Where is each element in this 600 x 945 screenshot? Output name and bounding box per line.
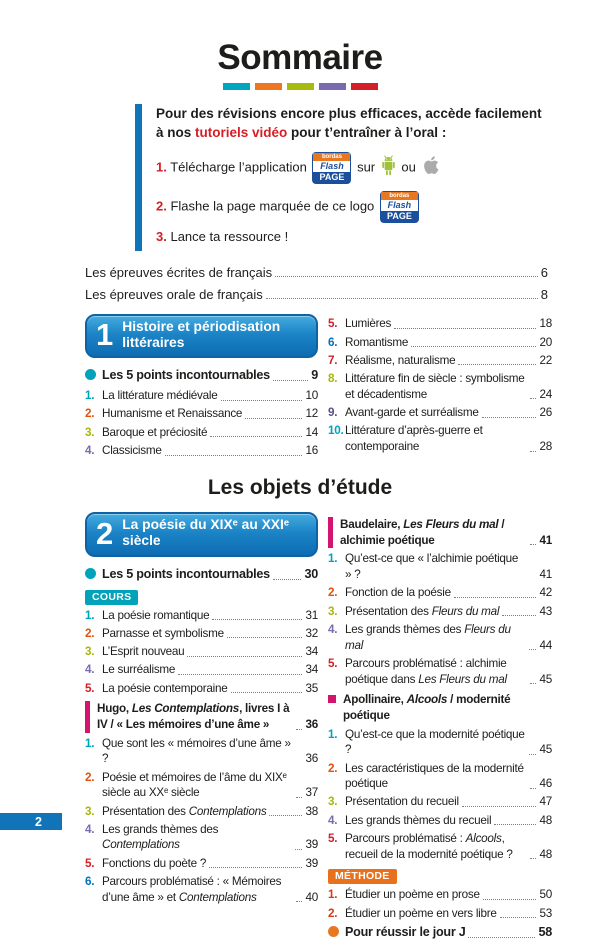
toc-entry <box>85 681 318 697</box>
toc-entry <box>85 608 318 624</box>
toc-entry <box>328 604 552 620</box>
toc-entry-heading <box>328 692 552 723</box>
toc-entry-page: 14 <box>305 425 318 439</box>
section-title: Histoire et périodisation littéraires <box>122 318 281 350</box>
section-number: 1 <box>96 317 114 353</box>
toc-entry <box>85 874 318 905</box>
dot-leader <box>221 400 303 401</box>
step-text: ou <box>401 159 416 175</box>
toc-entry-label: Présentation du recueil <box>345 795 459 809</box>
toc-entry <box>85 662 318 678</box>
toc-entry-number: 10. <box>328 424 344 438</box>
category-label <box>85 587 318 605</box>
section-title: La poésie du XIXᵉ au XXIᵉ siècle <box>122 517 290 549</box>
toc-entry-label: Les épreuves écrites de français <box>85 264 273 280</box>
bullet-dot-icon <box>328 926 339 937</box>
toc-entry-page: 36 <box>305 717 318 731</box>
toc-entry-page: 40 <box>305 890 318 904</box>
toc-entry <box>328 353 552 369</box>
sommaire-page <box>0 38 600 940</box>
toc-entry <box>328 316 552 332</box>
toc-entry-label: Les épreuves orale de français <box>85 286 263 302</box>
step-text: sur <box>357 159 376 175</box>
bullet-dot-icon <box>85 369 96 380</box>
toc-entry-number: 4. <box>85 443 95 457</box>
dot-leader <box>273 579 302 580</box>
dot-leader <box>178 674 302 675</box>
toc-entry-page: 41 <box>539 533 552 547</box>
toc-entry-number: 1. <box>85 389 95 403</box>
section-2-left-column <box>85 512 318 945</box>
toc-entry-heading <box>85 701 318 732</box>
toc-entry-label: Pour réussir le jour J <box>345 925 466 940</box>
toc-entry-page: 39 <box>305 838 318 852</box>
toc-entry-number: 1. <box>328 727 338 741</box>
intro-step-3 <box>156 229 542 246</box>
step-number: 3. <box>156 228 167 244</box>
toc-entry-number: 8. <box>328 372 338 386</box>
toc-entry-label: Présentation des Fleurs du mal <box>345 604 500 618</box>
toc-entry-label: Que sont les « mémoires d’une âme » ? <box>102 736 291 766</box>
toc-entry-page: 50 <box>539 888 552 902</box>
toc-entry-label: Lumières <box>345 317 392 331</box>
toc-entry-page: 48 <box>539 847 552 861</box>
section-1 <box>85 314 552 461</box>
toc-entry-number: 6. <box>85 874 95 888</box>
toc-entry-label: Les caractéristiques de la modernité poétique <box>345 761 524 791</box>
toc-entry-page: 20 <box>539 335 552 349</box>
toc-entry-number: 5. <box>85 681 95 695</box>
toc-entry-number: 5. <box>328 831 338 845</box>
category-label <box>328 866 552 884</box>
toc-entry-label: Poésie et mémoires de l’âme du XIXᵉ siècle au XXᵉ siècle <box>102 770 287 800</box>
toc-entry <box>85 822 318 853</box>
toc-entry-page: 53 <box>539 906 552 920</box>
toc-entry <box>85 425 318 441</box>
toc-entry-page: 45 <box>539 672 552 686</box>
toc-entry <box>328 423 552 454</box>
dot-leader <box>530 398 536 399</box>
dot-leader <box>502 615 536 616</box>
android-icon <box>379 155 398 181</box>
dot-leader <box>187 656 302 657</box>
title-dash <box>287 83 314 90</box>
step-text: Lance ta ressource ! <box>170 228 289 244</box>
toc-entry-page: 46 <box>539 777 552 791</box>
toc-entry-number: 3. <box>85 425 95 439</box>
toc-entry-label: Réalisme, naturalisme <box>345 353 456 367</box>
toc-entry-number: 3. <box>328 795 338 809</box>
toc-entry-number: 9. <box>328 406 338 419</box>
toc-entry-label: Parnasse et symbolisme <box>102 626 224 640</box>
section-1-header <box>85 314 318 359</box>
title-dash <box>255 83 282 90</box>
toc-entry-number: 5. <box>328 656 338 670</box>
toc-entry-number: 2. <box>328 586 338 600</box>
toc-entry-page: 35 <box>305 681 318 695</box>
step-text: Flashe la page marquée de ce logo <box>170 198 375 214</box>
dot-leader <box>227 637 303 638</box>
toc-entry <box>85 644 318 660</box>
toc-entry-label: Les grands thèmes des Contemplations <box>102 822 219 852</box>
intro-step-2 <box>156 190 542 224</box>
toc-entry-label: La poésie romantique <box>102 608 210 622</box>
toc-entry-label: Présentation des Contemplations <box>102 804 267 818</box>
toc-entry-number: 3. <box>85 804 95 818</box>
toc-entry-page: 39 <box>305 856 318 870</box>
toc-entry-page: 58 <box>538 925 552 940</box>
toc-entry <box>85 804 318 820</box>
toc-entry-label: Littérature d’après-guerre et contemporaine <box>345 424 483 453</box>
toc-entry-label: Parcours problématisé : « Mémoires d’une âme » et Contemplations <box>102 874 282 904</box>
toc-entry-label: La littérature médiévale <box>102 389 218 403</box>
toc-entry <box>85 265 548 280</box>
toc-entry-page: 34 <box>305 645 318 659</box>
dot-leader <box>165 455 303 456</box>
heading-marker <box>328 517 333 548</box>
dot-leader <box>468 937 535 938</box>
dot-leader <box>530 858 536 859</box>
toc-entry-number: 2. <box>85 407 95 421</box>
toc-entry-label: Les 5 points incontournables <box>102 368 270 383</box>
toc-entry-page: 12 <box>305 407 318 421</box>
toc-entry <box>328 585 552 601</box>
toc-entry <box>328 335 552 351</box>
toc-entry-page: 47 <box>539 795 552 809</box>
toc-entry-label: La poésie contemporaine <box>102 681 228 695</box>
dot-leader <box>458 364 536 365</box>
toc-entry <box>328 887 552 903</box>
dot-leader <box>530 788 536 789</box>
toc-entry <box>85 287 548 302</box>
toc-entry-highlight <box>85 566 318 583</box>
toc-entry-label: Fonctions du poète ? <box>102 856 207 870</box>
toc-entry-number: 4. <box>85 663 95 677</box>
toc-entry-label: Qu’est-ce que « l’alchimie poétique » ? <box>345 552 519 582</box>
page-number-badge <box>0 813 62 830</box>
dot-leader <box>530 683 536 684</box>
toc-entry-label: Littérature fin de siècle : symbolisme et décadentisme <box>345 372 525 401</box>
toc-entry <box>328 761 552 792</box>
dot-leader <box>210 436 302 437</box>
toc-entry <box>328 622 552 653</box>
toc-entry-page: 10 <box>305 389 318 403</box>
toc-entry-label: Les grands thèmes du recueil <box>345 813 492 827</box>
dot-leader <box>209 867 302 868</box>
toc-entry-number: 1. <box>328 552 338 566</box>
objects-of-study-heading: Les objets d’étude <box>207 476 393 500</box>
dot-leader <box>275 276 538 277</box>
toc-entry-page: 41 <box>539 568 552 582</box>
toc-entry-number: 4. <box>328 622 338 636</box>
section-1-right-column <box>328 314 552 461</box>
toc-entry-number: 2. <box>85 770 95 784</box>
toc-entry-page: 34 <box>305 663 318 677</box>
toc-entry-page: 18 <box>539 317 552 331</box>
toc-entry-page: 30 <box>304 566 318 581</box>
toc-entry-number: 4. <box>85 822 95 836</box>
toc-entry-label: Les grands thèmes des Fleurs du mal <box>345 622 511 652</box>
toc-entry-label: Humanisme et Renaissance <box>102 407 243 421</box>
section-2 <box>85 512 552 945</box>
dot-leader <box>212 619 302 620</box>
toc-entry-page: 43 <box>539 604 552 618</box>
section-1-left-column <box>85 314 318 461</box>
heading-marker <box>328 695 336 703</box>
toc-entry-label: Le surréalisme <box>102 663 176 677</box>
toc-entry-page: 45 <box>539 743 552 757</box>
dot-leader <box>295 849 303 850</box>
toc-entry <box>328 794 552 810</box>
toc-entry-page: 48 <box>539 813 552 827</box>
dot-leader <box>411 346 536 347</box>
dot-leader <box>494 824 536 825</box>
category-label-text: MÉTHODE <box>328 869 397 884</box>
toc-entry-highlight <box>85 367 318 384</box>
toc-entry-page: 38 <box>305 804 318 818</box>
toc-entry-label: Étudier un poème en vers libre <box>345 906 497 920</box>
toc-entry-highlight <box>328 924 552 941</box>
toc-entry-page: 42 <box>539 586 552 600</box>
toc-entry-page: 6 <box>540 264 548 280</box>
dot-leader <box>273 380 308 381</box>
toc-entry-number: 1. <box>85 736 95 750</box>
category-label-text: COURS <box>85 590 138 605</box>
dot-leader <box>296 901 302 902</box>
title-dash <box>223 83 250 90</box>
toc-entry-page: 36 <box>305 752 318 766</box>
toc-entry-page: 32 <box>305 626 318 640</box>
toc-entry-page: 31 <box>305 608 318 622</box>
toc-entry-page: 37 <box>305 786 318 800</box>
toc-entry-number: 7. <box>328 353 338 367</box>
toc-entry-number: 1. <box>328 888 338 902</box>
toc-entry-page: 8 <box>540 286 548 302</box>
intro-step-1 <box>156 151 542 185</box>
toc-entry-number: 6. <box>328 335 338 349</box>
toc-entry <box>328 405 552 421</box>
top-toc <box>85 265 548 302</box>
dot-leader <box>530 544 536 545</box>
dot-leader <box>529 649 537 650</box>
dot-leader <box>529 754 537 755</box>
toc-entry-label: Étudier un poème en prose <box>345 888 480 902</box>
toc-entry <box>85 626 318 642</box>
section-2-header <box>85 512 318 557</box>
toc-entry-page: 44 <box>539 638 552 652</box>
step-number: 2. <box>156 198 167 214</box>
intro-accent-bar <box>135 104 142 251</box>
toc-entry-page: 22 <box>539 353 552 367</box>
page-title: Sommaire <box>217 38 383 77</box>
dot-leader <box>500 917 537 918</box>
toc-entry <box>328 551 552 582</box>
toc-entry-label: Romantisme <box>345 335 409 349</box>
intro-box <box>135 104 554 251</box>
toc-entry-number: 3. <box>85 645 95 659</box>
apple-icon <box>419 154 441 181</box>
toc-entry <box>85 770 318 801</box>
toc-entry-heading <box>328 517 552 548</box>
dot-leader <box>231 692 303 693</box>
toc-entry-label: Parcours problématisé : alchimie poétique dans Les Fleurs du mal <box>345 656 507 686</box>
dot-leader <box>462 806 537 807</box>
bullet-dot-icon <box>85 568 96 579</box>
section-2-right-column <box>328 512 552 945</box>
page-number: 2 <box>35 814 42 829</box>
step-number: 1. <box>156 159 167 175</box>
toc-entry-number: 2. <box>328 906 338 920</box>
toc-entry-label: Fonction de la poésie <box>345 586 451 600</box>
dot-leader <box>266 298 538 299</box>
toc-entry-number: 5. <box>328 317 338 331</box>
toc-entry <box>328 371 552 402</box>
toc-entry-label: Classicisme <box>102 443 162 457</box>
step-text: Télécharge l’application <box>170 159 307 175</box>
intro-lead-text: Pour des révisions encore plus efficaces, accède facilement à nos tutoriels vidéo pour t’entraîner à l’oral : <box>156 106 542 140</box>
dot-leader <box>530 451 537 452</box>
dot-leader <box>454 597 537 598</box>
toc-entry-page: 16 <box>305 443 318 457</box>
toc-entry-number: 2. <box>85 626 95 640</box>
toc-entry-label: L’Esprit nouveau <box>102 645 185 659</box>
toc-entry-page: 9 <box>311 368 318 383</box>
toc-entry <box>328 727 552 758</box>
toc-entry <box>328 831 552 862</box>
toc-entry-label: Hugo, Les Contemplations, livres I à IV / « Les mémoires d’une âme » <box>97 702 290 731</box>
toc-entry-number: 1. <box>85 608 95 622</box>
flashpage-logo: bordas Flash PAGE <box>380 191 419 223</box>
toc-entry-label: Les 5 points incontournables <box>102 566 270 581</box>
toc-entry <box>85 736 318 767</box>
title-dash <box>319 83 346 90</box>
toc-entry <box>85 856 318 872</box>
toc-entry-page: 24 <box>539 387 552 401</box>
toc-entry <box>85 443 318 459</box>
toc-entry <box>328 906 552 922</box>
dot-leader <box>296 797 302 798</box>
toc-entry-label: Parcours problématisé : Alcools, recueil de la modernité poétique ? <box>345 831 513 861</box>
dot-leader <box>296 729 302 730</box>
toc-entry-label: Apollinaire, Alcools / modernité poétique <box>343 693 511 722</box>
toc-entry <box>85 406 318 422</box>
toc-entry-page: 28 <box>539 439 552 453</box>
dot-leader <box>394 328 536 329</box>
toc-entry <box>85 388 318 404</box>
toc-entry-number: 3. <box>328 604 338 618</box>
title-dash <box>351 83 378 90</box>
dot-leader <box>245 418 302 419</box>
dot-leader <box>269 815 302 816</box>
heading-marker <box>85 701 90 732</box>
toc-entry-page: 26 <box>539 406 552 419</box>
dot-leader <box>482 417 537 418</box>
toc-entry-number: 2. <box>328 761 338 775</box>
toc-entry-label: Baroque et préciosité <box>102 425 208 439</box>
dot-leader <box>483 899 537 900</box>
toc-entry-label: Avant-garde et surréalisme <box>345 406 479 419</box>
title-underline-dashes <box>0 83 600 90</box>
toc-entry-number: 4. <box>328 813 338 827</box>
flashpage-logo: bordas Flash PAGE <box>312 152 351 184</box>
toc-entry-number: 5. <box>85 856 95 870</box>
toc-entry-label: Baudelaire, Les Fleurs du mal / alchimie poétique <box>340 518 505 547</box>
toc-entry <box>328 813 552 829</box>
section-number: 2 <box>96 515 114 551</box>
toc-entry <box>328 656 552 687</box>
toc-entry-label: Qu’est-ce que la modernité poétique ? <box>345 727 525 757</box>
